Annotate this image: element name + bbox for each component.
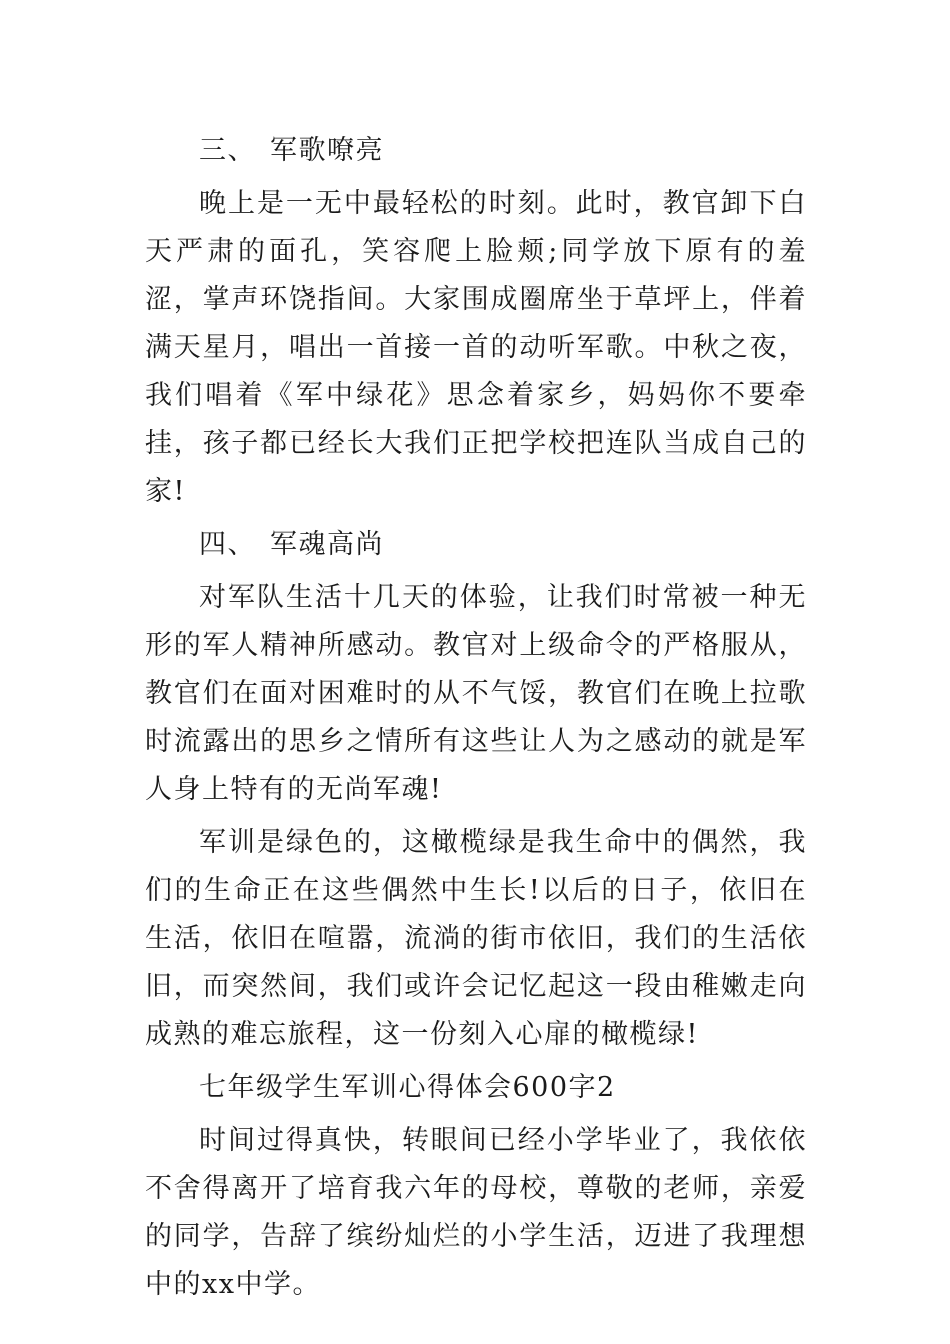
paragraph: 晚上是一无中最轻松的时刻。此时，教官卸下白天严肃的面孔，笑容爬上脸颊;同学放下原有的羞涩，掌声环饶指间。大家围成圈席坐于草坪上，伴着满天星月，唱出一首接一首的动听军歌。中秋之夜，我们唱着《军中绿花》思念着家乡，妈妈你不要牵挂，孩子都已经长大我们正把学校把连队当成自己的家! <box>145 188 807 507</box>
paragraph: 对军队生活十几天的体验，让我们时常被一种无形的军人精神所感动。教官对上级命令的严格服从，教官们在面对困难时的从不气馁，教官们在晚上拉歌时流露出的思乡之情所有这些让人为之感动的就是军人身上特有的无尚军魂! <box>145 582 807 805</box>
paragraph: 时间过得真快，转眼间已经小学毕业了，我依依不舍得离开了培育我六年的母校，尊敬的老师，亲爱的同学，告辞了缤纷灿烂的小学生活，迈进了我理想中的xx中学。 <box>145 1125 807 1300</box>
section-heading-3 <box>145 127 807 175</box>
paragraph: 军训是绿色的，这橄榄绿是我生命中的偶然，我们的生命正在这些偶然中生长!以后的日子，依旧在生活，依旧在喧嚣，流淌的街市依旧，我们的生活依旧，而突然间，我们或许会记忆起这一段由稚嫩走向成熟的难忘旅程，这一份刻入心扉的橄榄绿! <box>145 827 807 1050</box>
section-heading-number: 四、 <box>199 529 256 560</box>
essay-title: 七年级学生军训心得体会600字2 <box>199 1072 616 1103</box>
section-heading-4 <box>145 521 807 569</box>
section-heading-text: 军魂高尚 <box>270 529 384 560</box>
document-body <box>145 127 807 1314</box>
section-heading-text: 军歌嘹亮 <box>270 135 384 166</box>
section-heading-number: 三、 <box>199 135 256 166</box>
